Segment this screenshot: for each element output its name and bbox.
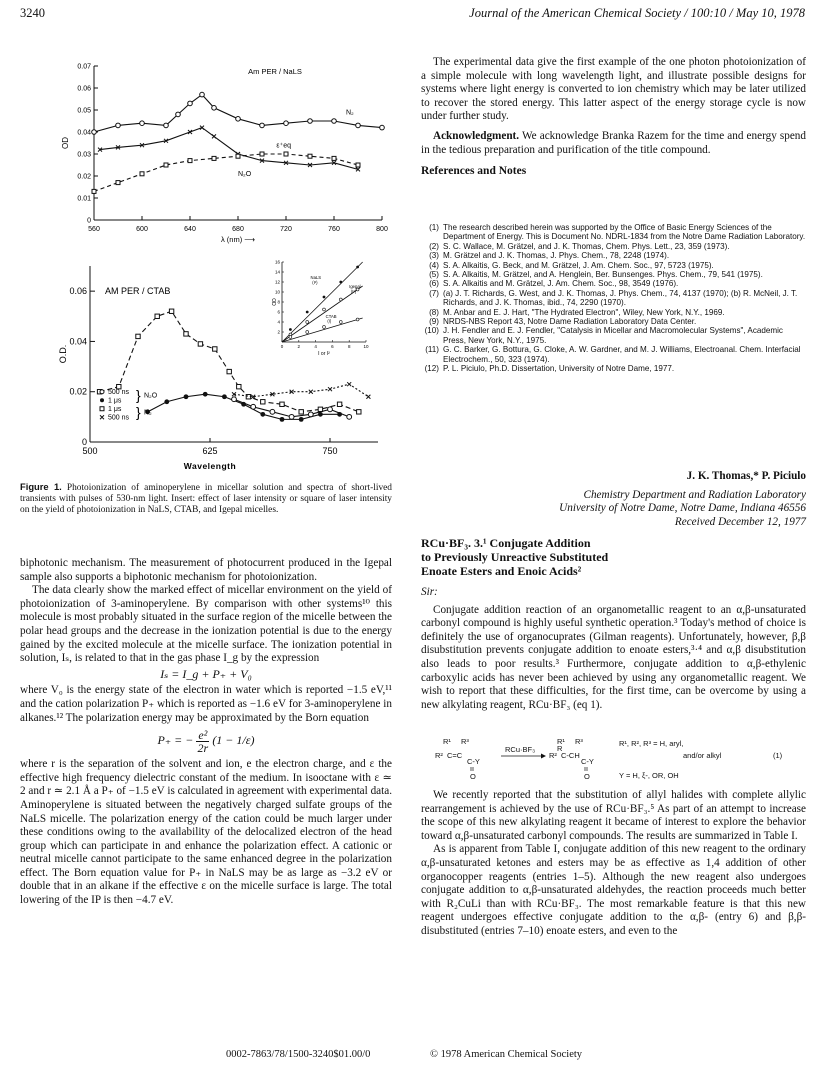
data-point [136,334,140,338]
legend-marker [100,398,104,402]
data-point [140,172,144,176]
reference-item [421,223,806,242]
svg-text:R³: R³ [575,737,583,746]
data-point [299,410,303,414]
right-paragraph-2: Conjugate addition reaction of an organometallic reagent to an α,β-unsaturated carbonyl compound is highly useful synthetic operation.³ Today's method of choice is definitely the use of organocuprates (Gilman reagents). Unfortunately, however, β,β disubstitution prevents conjugate addition to enoate esters,³·⁴ and α,β disubstitution also leads to poor results.³ Furthermore, conjugate addition to α,β-ethylenic carboxylic acids has never been achieved by using any organometallic reagent. We wish to report that these difficulties, for the first time, can be overcome by using a new alkylating reagent, RCu·BF₃ (eq 1). [421,603,806,711]
data-point [289,414,294,419]
equation-ionization: Iₛ = I_g + P₊ + V₀ [160,666,252,681]
svg-text:C-Y: C-Y [467,757,480,766]
data-point [198,342,202,346]
data-point [308,412,313,417]
reference-item [421,364,806,373]
legend-brace: } [136,404,141,421]
insert-point [306,311,309,314]
insert-x-tick-label: 4 [314,344,317,349]
born-lhs: P₊ = − [157,733,194,748]
reference-item [421,317,806,326]
chart-nals [60,58,400,258]
data-point [222,394,227,399]
x-axis-label: λ (nm) ⟶ [220,235,256,244]
data-point [280,402,284,406]
insert-x-tick-label: 0 [280,344,284,349]
right-paragraph-3: We recently reported that the substitution of allyl halides with complete allylic rearrangement is achieved by the use of RCu·BF₃.⁵ As part of an attempt to increase the scope of this new alkylating reagent it became of interest to explore the behavior toward α,β-unsaturated carbonyl compounds. The results are summarized in Table I. [421,789,806,842]
reference-number: (12) [424,364,439,374]
legend-marker [100,390,104,394]
journal-header: Journal of the American Chemical Society / 100:10 / May 10, 1978 [469,6,805,20]
data-point [227,369,231,373]
reference-number: (3) [429,251,439,261]
insert-point [306,331,309,334]
reference-item [421,345,806,364]
data-point [164,163,168,167]
x-axis-label: Wavelength [183,461,237,471]
data-point [212,106,217,111]
insert-y-tick-label: 10 [274,289,280,295]
scheme-reagent: RCu·BF₃ [505,745,536,754]
data-point [203,392,208,397]
y-axis-label: O.D. [58,344,68,364]
data-point [280,417,285,422]
born-fraction [196,729,209,754]
scheme-r: R¹, R², R³ = H, aryl, [619,739,684,748]
data-point [284,121,289,126]
data-point [328,407,333,412]
insert-y-label: OD [270,298,276,306]
right-column-body [421,586,806,712]
chart-ctab [60,256,390,478]
right-column-top [421,56,806,179]
received-date: Received December 12, 1977 [674,515,806,528]
data-point [200,92,205,97]
y-tick-label: 0 [81,437,87,447]
reaction-scheme [421,734,806,786]
x-tick-label: 560 [88,226,100,233]
insert-point [289,336,292,339]
affiliation-1: Chemistry Department and Radiation Laboratory [583,488,806,501]
insert-point [323,308,326,311]
reference-item [421,326,806,345]
data-point [92,130,97,135]
chart-title: AM PER / CTAB [105,286,171,297]
x-tick-label: 640 [184,226,196,233]
svg-text:R¹: R¹ [443,737,451,746]
data-point [251,404,256,409]
series-line [94,154,358,191]
series-line [234,384,368,397]
insert-y-tick-label: 16 [274,259,280,265]
page-number: 3240 [20,6,45,20]
insert-point [306,321,309,324]
equation-born [20,727,392,755]
x-tick-label: 800 [376,226,388,233]
footer-code: 0002-7863/78/1500-3240$01.00/0 [226,1049,371,1060]
legend-label: 500 ns [108,414,130,422]
x-tick-label: 760 [328,226,340,233]
data-point [260,412,265,417]
caption-label: Figure 1. [20,481,62,492]
y-tick-label: 0.06 [69,286,87,297]
data-point [155,314,159,318]
y-tick-label: 0.04 [77,129,91,137]
reference-item [421,261,806,270]
data-point [332,156,336,160]
data-point [318,407,322,411]
data-point [164,399,169,404]
insert-y-tick-label: 14 [274,269,280,275]
reference-text: M. Anbar and E. J. Hart, "The Hydrated Electron", Wiley, New York, N.Y., 1969. [443,307,725,317]
data-point [117,384,121,388]
svg-text:C-CH: C-CH [561,751,580,760]
svg-text:C-Y: C-Y [581,757,594,766]
data-point [347,414,352,419]
title-line-2: to Previously Unreactive Substituted [421,550,609,564]
ack-text: We acknowledge Branka Razem for the time and energy spend in the tedious preparation and purification of the title compound. [421,129,806,156]
y-tick-label: 0.02 [77,173,91,181]
insert-x-tick-label: 10 [363,344,369,349]
insert-y-tick-label: 4 [277,319,280,325]
insert-y-tick-label: 2 [277,329,280,335]
reference-item [421,279,806,288]
svg-text:R²: R² [549,751,557,760]
data-point [270,409,275,414]
insert-point [356,266,359,269]
references-list [421,223,806,374]
insert-point [339,298,342,301]
acknowledgment [421,130,806,157]
reference-text: S. A. Alkaitis, M. Grätzel, and A. Henglein, Ber. Bunsenges. Phys. Chem., 79, 541 (1975). [443,270,763,280]
svg-text:R³: R³ [461,737,469,746]
data-point [188,101,193,106]
reference-item [421,242,806,251]
affiliation-2: University of Notre Dame, Notre Dame, Indiana 46556 [559,502,806,515]
data-point [357,410,361,414]
data-point [116,181,120,185]
data-point [184,332,188,336]
data-point [261,400,265,404]
data-point [284,152,288,156]
reference-number: (8) [429,307,439,317]
reference-text: G. C. Barker, G. Bottura, G. Cloke, A. W. Gardner, and M. J. Williams, Electroanal. Chem. Interfacial Electrochem., 50, 323 (1974). [443,345,801,364]
x-tick-label: 680 [232,226,244,233]
data-point [212,156,216,160]
insert-x-tick-label: 2 [297,344,301,349]
x-tick-label: 625 [202,446,218,456]
scheme-eq-number: (1) [773,751,783,760]
y-tick-label: 0.01 [77,195,91,203]
right-paragraph-1: The experimental data give the first example of the one photon photoionization of a simple molecule with long wavelength light, and illustrate possible designs for systems where light energy is converted to ion chemistry which may be later utilized to recover the stored energy. This latter aspect of the energy storage cycle is now under further study. [421,56,806,123]
data-point [260,123,265,128]
svg-text:R¹: R¹ [557,737,565,746]
insert-fit-line [282,286,363,342]
y-axis-label: OD [61,137,70,149]
reference-text: J. H. Fendler and E. J. Fendler, "Catalysis in Micellar and Macromolecular Systems", Academic Press, New York, N.Y., 1975. [443,326,783,345]
legend-label: 500 ns [108,389,130,397]
data-point [366,395,370,399]
reference-text: M. Grätzel and J. K. Thomas, J. Phys. Chem., 78, 2248 (1974). [443,251,670,261]
ack-label: Acknowledgment. [433,129,520,142]
x-tick-label: 500 [82,446,98,456]
data-point [176,112,181,117]
data-point [332,119,337,124]
data-point [380,125,385,130]
reference-number: (2) [429,241,439,251]
data-point [309,390,313,394]
scheme-y: Y = H, ξ-, OR, OH [619,771,679,780]
data-point [188,159,192,163]
reference-text: NRDS-NBS Report 43, Notre Dame Radiation Laboratory Data Center. [443,317,697,327]
y-tick-label: 0.04 [69,336,87,347]
data-point [164,123,169,128]
legend-brace: } [136,387,141,404]
reference-number: (10) [424,326,439,336]
data-point [308,119,313,124]
annotation-n2o: N₂O [238,171,252,178]
legend-n2o: N₂O [144,392,158,400]
legend-n2: N₂ [144,409,152,417]
data-point [347,382,351,386]
data-point [328,387,332,391]
data-point [213,347,217,351]
data-point [356,123,361,128]
data-point [232,397,237,402]
insert-point [339,281,342,284]
born-numerator: e² [198,727,208,742]
insert-label: Igepal [349,284,361,289]
right-column-bottom [421,789,806,939]
reference-text: S. A. Alkaitis, G. Beck, and M. Grätzel, J. Am. Chem. Soc., 97, 5723 (1975). [443,260,714,270]
x-tick-label: 720 [280,226,292,233]
born-denominator: 2r [197,740,209,755]
insert-point [323,296,326,299]
right-paragraph-4: As is apparent from Table I, conjugate addition of this new reagent to the ordinary α,β-unsaturated ketones and esters may be as effective as 1,4 addition of other organocopper reagents (entries 1–5). Although the new reagent also undergoes conjugate addition to α,β-unsaturated aldehydes, the reaction proceeds much better with R₂CuLi than with RCu·BF₃. The most remarkable feature is that this new reagent undergoes effective conjugate addition to the α,β- (entry 6) and β,β-disubstituted (entries 7–10) enoate esters, and even to the [421,843,806,937]
legend-marker [100,415,104,419]
insert-x-label: I or I² [318,351,330,357]
salutation: Sir: [421,586,438,598]
reference-item [421,251,806,260]
series-line [100,128,358,170]
data-point [184,394,189,399]
data-point [169,309,173,313]
data-point [140,121,145,126]
insert-x-tick-label: 8 [347,344,351,349]
svg-text:O: O [584,772,590,781]
authors: J. K. Thomas,* P. Piciulo [686,470,806,482]
insert-y-tick-label: 6 [277,309,280,315]
born-rhs: (1 − 1/ε) [212,733,255,748]
reference-number: (6) [429,279,439,289]
data-point [212,134,216,138]
reference-number: (11) [425,345,439,355]
insert-x-tick-label: 6 [331,344,334,349]
reference-text: S. C. Wallace, M. Grätzel, and J. K. Thomas, Chem. Phys. Lett., 23, 359 (1973). [443,241,730,251]
reference-number: (5) [429,270,439,280]
figure-caption [20,481,392,516]
reference-number: (4) [429,260,439,270]
annotation-n2: N₂ [346,109,354,117]
x-tick-label: 750 [322,446,338,456]
data-point [308,154,312,158]
data-point [299,417,304,422]
svg-text:O: O [470,772,476,781]
data-point [236,154,240,158]
left-column [20,557,392,908]
y-tick-label: 0.06 [77,85,91,93]
x-tick-label: 600 [136,226,148,233]
reference-item [421,270,806,279]
reference-number: (1) [429,223,439,232]
svg-text:C=C: C=C [447,751,463,760]
insert-label: NaLS [310,275,322,280]
scheme-r2: and/or alkyl [683,751,722,760]
data-point [337,402,341,406]
insert-point [289,328,292,331]
reference-text: S. A. Alkaitis and M. Grätzel, J. Am. Chem. Soc., 98, 3549 (1976). [443,279,679,289]
data-point [92,189,96,193]
insert-y-tick-label: 12 [274,279,280,285]
data-point [237,384,241,388]
legend-marker [100,407,104,411]
article-title [421,536,806,578]
insert-label: (I²) [350,289,357,294]
title-line-3: Enoate Esters and Enoic Acids² [421,564,582,578]
reference-number: (7) [429,288,439,298]
data-point [260,152,264,156]
insert-point [356,318,359,321]
reference-text: P. L. Piciulo, Ph.D. Dissertation, University of Notre Dame, 1977. [443,364,675,374]
data-point [236,117,241,122]
chart-title: Am PER / NaLS [248,67,302,76]
annotation-eaq: ε⁺eq [276,142,292,150]
insert-label: (I²) [312,280,318,285]
reference-text: The research described herein was supported by the Office of Basic Energy Sciences of the Department of Energy. This is Document No. NDRL-1834 from the Notre Dame Radiation Laboratory. [443,223,806,242]
left-paragraph-2: The data clearly show the marked effect of micellar environment on the yield of photoionization of 3-aminoperylene. By comparison with other systems¹⁰ this molecule is most probably situated in the surface region of the micelle between the polar head groups and the decrease in the ionization potential is due to the energy gained by the excited molecule at the micelle surface. The ionization potential in solution, Iₛ, is related to that in the gas phase I_g by the expression [20,584,392,665]
left-paragraph-4: where r is the separation of the solvent and ion, e the electron charge, and ε the effective high frequency dielectric constant of the medium. In isooctane with ε ≃ 2 and r ≃ 2.1 Å a P₊ of −1.5 eV is calculated in agreement with experimental data. Aminoperylene is situated between the negatively charged sulfate groups of the NaLS micelle. The polarization energy of the cation could be much larger under these conditions owing to the availability of the delocalized electron of the head group which can participate in and enhance the polarization effect. A cationic or neutral micelle cannot participate to the same enhanced degree in the polarization effect. The Born equation value for P₊ in NaLS may be as large as −3.2 eV or double that in an alkane if the effective ε on the micelle surface is large. The total lowering of the IP is then −4.7 eV. [20,758,392,907]
reference-text: (a) J. T. Richards, G. West, and J. K. Thomas, J. Phys. Chem., 74, 4137 (1970); (b) R. McNeil, J. T. Richards, and J. K. Thomas, ibid., 74, 2290 (1970). [443,288,798,308]
insert-point [323,326,326,329]
y-tick-label: 0.02 [69,386,87,397]
insert-label: (I) [327,318,332,324]
left-paragraph-3: where V₀ is the energy state of the electron in water which is reported −1.5 eV,¹¹ and the cation polarization P₊ which is reported as −1.6 eV for 3-aminoperylene in alkanes.¹² The polarization energy may be approximated by the Born equation [20,684,392,724]
insert-label: CTAB [325,314,337,319]
legend-label: 1 μs [108,406,122,414]
left-paragraph-1: biphotonic mechanism. The measurement of photocurrent produced in the Igepal sample also supports a biphotonic mechanism for photoionization. [20,557,392,583]
reference-item [421,289,806,308]
title-line-1: RCu·BF₃. 3.¹ Conjugate Addition [421,536,591,550]
reference-number: (9) [429,317,439,327]
y-tick-label: 0.03 [77,151,91,159]
signature-block [421,470,806,529]
footer-copyright: © 1978 American Chemical Society [430,1049,583,1060]
svg-text:R²: R² [435,751,443,760]
legend-label: 1 μs [108,397,122,405]
data-point [116,123,121,128]
svg-text:R: R [557,744,563,753]
y-tick-label: 0 [87,217,91,225]
caption-text: Photoionization of aminoperylene in micellar solution and spectra of short-lived transients with pulses of 530-nm light. Insert: effect of laser intensity or square of laser intensity on the yield of photoionization in NaLS, CTAB, and Igepal micelles. [20,483,392,515]
insert-point [339,321,342,324]
insert-y-tick-label: 8 [277,299,280,305]
series-line [94,95,382,132]
reference-item [421,308,806,317]
y-tick-label: 0.05 [77,107,91,115]
refs-title: References and Notes [421,165,527,178]
y-tick-label: 0.07 [77,63,91,71]
data-point [356,163,360,167]
